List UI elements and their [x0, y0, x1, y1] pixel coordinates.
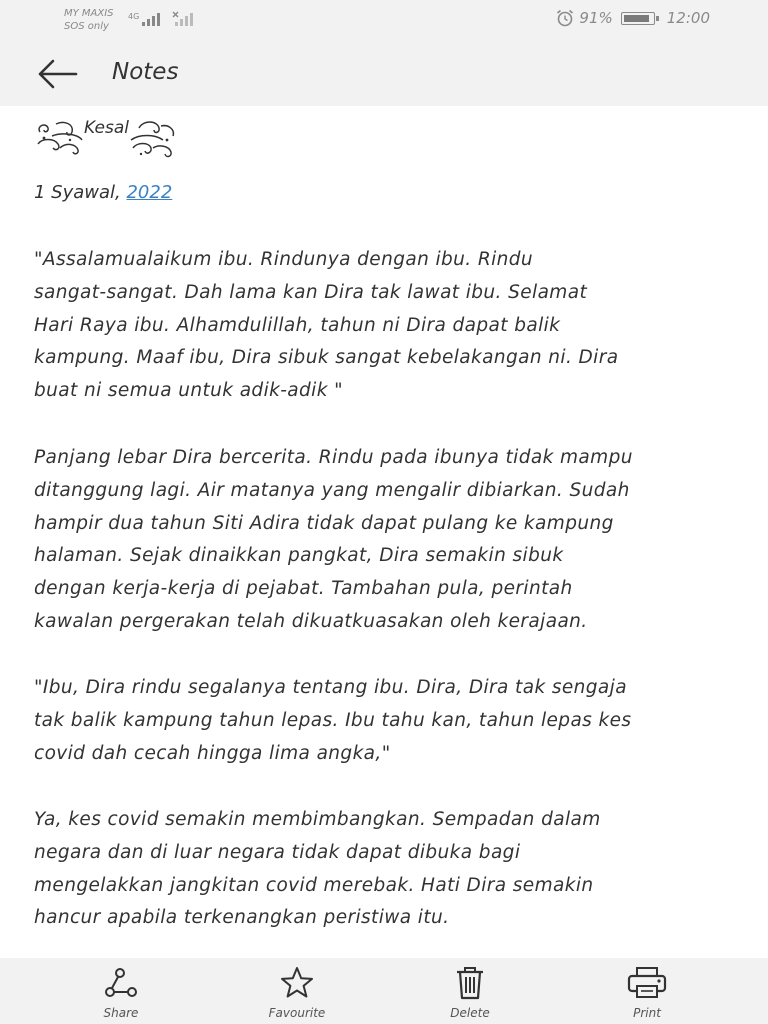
star-icon	[280, 966, 314, 1000]
text-line: Panjang lebar Dira bercerita. Rindu pada ibunya tidak mampu	[34, 447, 633, 468]
carrier-status: SOS only	[64, 21, 109, 32]
clock: 12:00	[666, 9, 710, 27]
text-line: halaman. Sejak dinaikkan pangkat, Dira semakin sibuk	[34, 545, 564, 567]
note-heading-text: Kesal	[84, 118, 129, 138]
network-type: 4G	[128, 12, 140, 21]
delete-label: Delete	[450, 1006, 490, 1020]
carrier-info	[64, 7, 114, 33]
date-link[interactable]: 2022	[126, 182, 173, 203]
trash-icon	[453, 966, 487, 1000]
status-bar	[0, 0, 768, 44]
paragraph-2	[34, 442, 734, 639]
battery-icon	[621, 12, 655, 25]
text-line: negara dan di luar negara tidak dapat dibuka bagi	[34, 841, 521, 863]
paragraph-3	[34, 672, 734, 770]
print-label: Print	[633, 1006, 661, 1020]
battery-fill	[624, 15, 649, 22]
swirl-ornament-right-icon	[125, 118, 179, 160]
share-label: Share	[103, 1006, 139, 1020]
printer-icon	[627, 966, 667, 1000]
text-line: kampung. Maaf ibu, Dira sibuk sangat kebelakangan ni. Dira	[34, 347, 619, 369]
back-button[interactable]	[36, 58, 80, 90]
text-line: sangat-sangat. Dah lama kan Dira tak lawat ibu. Selamat	[34, 281, 588, 303]
print-button[interactable]	[597, 966, 697, 1022]
text-line: "Ibu, Dira rindu segalanya tentang ibu. Dira, Dira tak sengaja	[34, 677, 627, 698]
text-line: dengan kerja-kerja di pejabat. Tambahan pula, perintah	[34, 578, 573, 600]
share-button[interactable]	[71, 966, 171, 1022]
text-line: hampir dua tahun Siti Adira tidak dapat pulang ke kampung	[34, 512, 614, 534]
paragraph-1	[34, 244, 734, 408]
paragraph-4	[34, 804, 734, 935]
text-line: Hari Raya ibu. Alhamdulillah, tahun ni Dira dapat balik	[34, 314, 561, 336]
favourite-label: Favourite	[268, 1006, 326, 1020]
text-line: kawalan pergerakan telah dikuatkuasakan oleh kerajaan.	[34, 610, 588, 632]
text-line: covid dah cecah hingga lima angka,"	[34, 742, 391, 764]
delete-button[interactable]	[420, 966, 520, 1022]
share-icon	[104, 966, 138, 1000]
status-right	[555, 8, 710, 28]
swirl-ornament-left-icon	[34, 118, 88, 156]
app-bar	[0, 44, 768, 106]
note-heading	[34, 118, 179, 160]
text-line: tak balik kampung tahun lepas. Ibu tahu kan, tahun lepas kes	[34, 709, 632, 731]
note-date	[34, 182, 172, 203]
text-line: "Assalamualaikum ibu. Rindunya dengan ibu. Rindu	[34, 249, 534, 270]
favourite-button[interactable]	[247, 966, 347, 1022]
app-title: Notes	[112, 59, 179, 85]
no-signal-icon	[172, 10, 198, 28]
arrow-left-icon	[36, 58, 80, 90]
battery-percent: 91%	[579, 9, 613, 27]
text-line: hancur apabila terkenangkan peristiwa itu.	[34, 907, 450, 929]
bottom-action-bar	[0, 958, 768, 1024]
date-prefix: 1 Syawal,	[34, 182, 127, 203]
text-line: ditanggung lagi. Air matanya yang mengalir dibiarkan. Sudah	[34, 479, 630, 501]
carrier-name: MY MAXIS	[64, 8, 114, 19]
text-line: Ya, kes covid semakin membimbangkan. Sempadan dalam	[34, 809, 601, 830]
signal-icon	[128, 10, 166, 28]
text-line: mengelakkan jangkitan covid merebak. Hati Dira semakin	[34, 874, 594, 896]
note-content[interactable]	[0, 106, 768, 958]
text-line: buat ni semua untuk adik-adik "	[34, 380, 344, 402]
alarm-icon	[555, 8, 575, 28]
